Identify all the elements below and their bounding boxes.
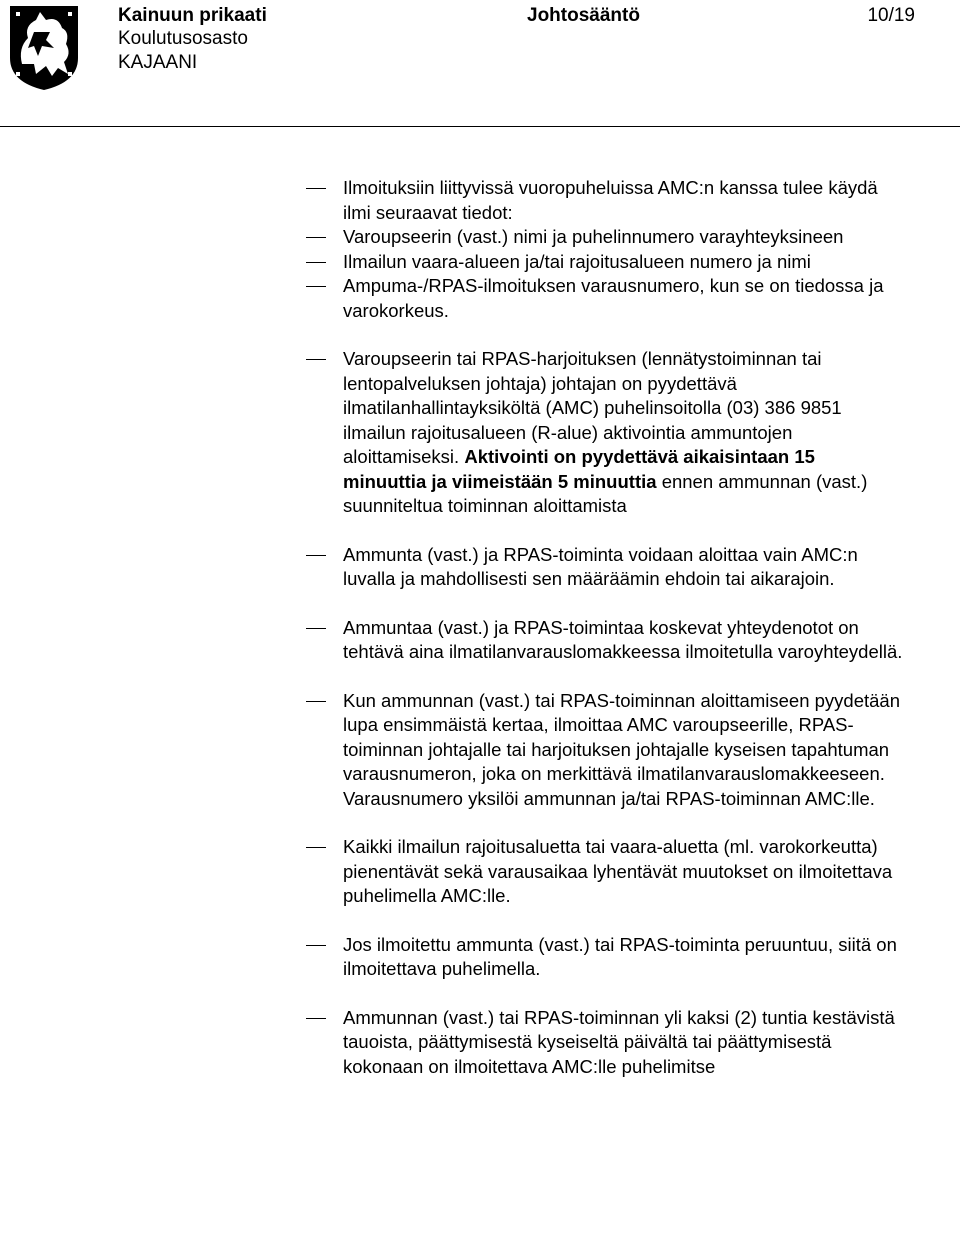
document-body [0,176,960,1079]
dash-bullet [306,945,326,946]
dash-bullet [306,262,326,263]
document-title: Johtosääntö [527,5,640,26]
list-item: Kun ammunnan (vast.) tai RPAS-toiminnan aloittamiseen pyydetään lupa ensimmäistä kertaa, ilmoittaa AMC varoupseerille, RPAS-toiminnan johtajalle tai harjoituksen johtajalle kyseisen tapahtuman varausnumeron, joka on merkittävä ilmatilanvarauslomakkeeseen. Varausnumero yksilöi ammunnan ja/tai RPAS-toiminnan AMC:lle. [0,689,903,812]
list-item: Ilmailun vaara-alueen ja/tai rajoitusalueen numero ja nimi [0,250,903,275]
coat-of-arms-logo [6,2,82,92]
list-item: Ammuntaa (vast.) ja RPAS-toimintaa koskevat yhteydenotot on tehtävä aina ilmatilanvarauslomakkeessa ilmoitetulla varoyhteydellä. [0,616,903,665]
header-organization: Kainuun prikaati [118,5,267,26]
dash-bullet [306,286,326,287]
dash-bullet [306,359,326,360]
dash-bullet [306,1018,326,1019]
header-city: KAJAANI [118,52,198,73]
header-divider [0,126,960,127]
dash-bullet [306,555,326,556]
list-item: Ammunnan (vast.) tai RPAS-toiminnan yli kaksi (2) tuntia kestävistä tauoista, päättymisestä kyseiseltä päivältä tai päättymisestä kokonaan on ilmoitettava AMC:lle puhelimitse [0,1006,903,1080]
page-number: 10/19 [867,5,915,26]
dash-bullet [306,701,326,702]
dash-bullet [306,188,326,189]
list-item: Ampuma-/RPAS-ilmoituksen varausnumero, kun se on tiedossa ja varokorkeus. [0,274,903,323]
activation-item [0,347,903,519]
list-item: Varoupseerin (vast.) nimi ja puhelinnumero varayhteyksineen [0,225,903,250]
dash-bullet [306,847,326,848]
list-item: Kaikki ilmailun rajoitusaluetta tai vaara-aluetta (ml. varokorkeutta) pienentävät sekä varausaikaa lyhentävät muutokset on ilmoitettava puhelimella AMC:lle. [0,835,903,909]
dash-bullet [306,237,326,238]
header-department: Koulutusosasto [118,28,248,49]
activation-text: Varoupseerin tai RPAS-harjoituksen (lennätystoiminnan tai lentopalveluksen johtaja) johtajan on pyydettävä ilmatilanhallintayksiköltä (AMC) puhelinsoitolla (03) 386 9851 ilmailun rajoitusalueen (R-alue) aktivointia ammuntojen aloittamiseksi. [343,348,842,467]
activation-deadline-bold: Aktivointi on pyydettävä aikaisintaan 15 minuuttia ja viimeistään 5 minuuttia [343,446,815,492]
list-item: Ammunta (vast.) ja RPAS-toiminta voidaan aloittaa vain AMC:n luvalla ja mahdollisesti sen määräämin ehdoin tai aikarajoin. [0,543,903,592]
list-item: Jos ilmoitettu ammunta (vast.) tai RPAS-toiminta peruuntuu, siitä on ilmoitettava puhelimella. [0,933,903,982]
activation-text-end: ennen ammunnan (vast.) suunniteltua toiminnan aloittamista [343,470,868,516]
list-item: Ilmoituksiin liittyvissä vuoropuheluissa AMC:n kanssa tulee käydä ilmi seuraavat tiedot: [0,176,903,225]
dash-bullet [306,628,326,629]
